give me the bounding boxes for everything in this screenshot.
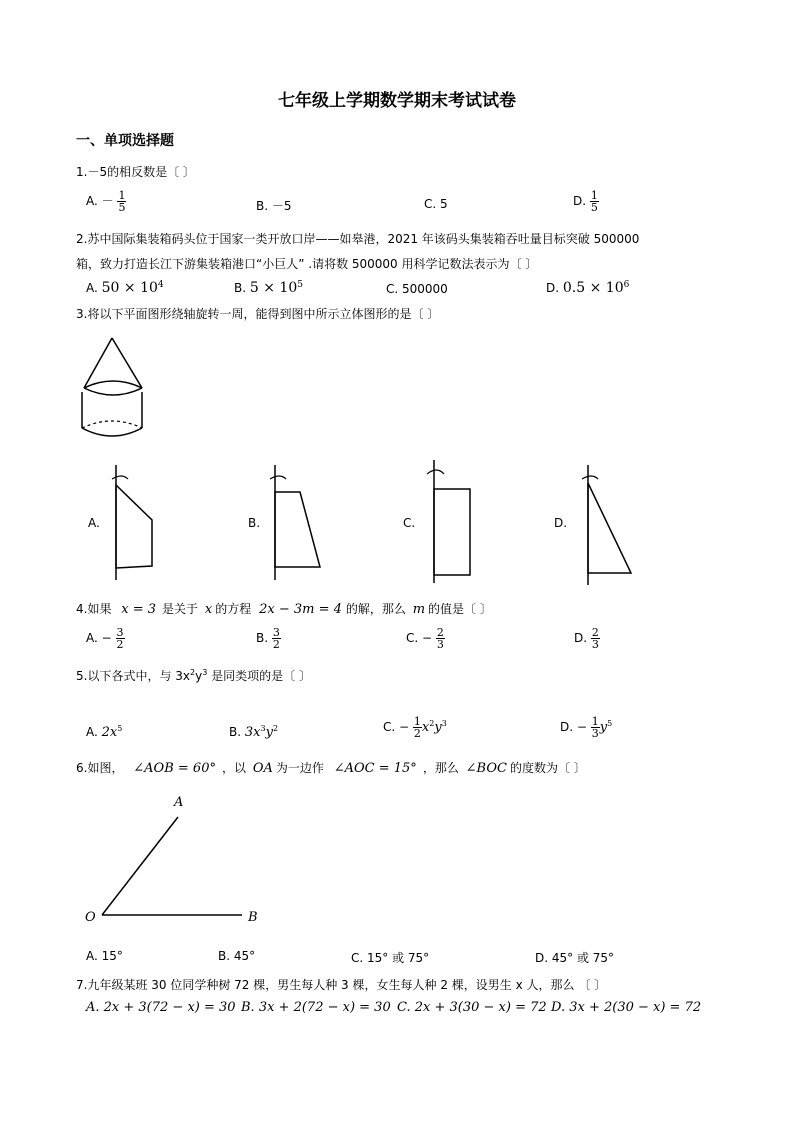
exponent: 3 xyxy=(441,719,447,728)
base: 0.5 × 10 xyxy=(562,280,624,296)
q3-option-b-figure[interactable] xyxy=(268,463,328,583)
base: 2x xyxy=(101,725,118,740)
numerator: 1 xyxy=(413,715,421,728)
cylinder-base-front xyxy=(82,428,142,436)
denominator: 2 xyxy=(272,638,280,651)
denominator: 3 xyxy=(591,638,599,651)
stem-text: ，以 xyxy=(221,761,246,775)
point-a-label: A xyxy=(174,795,184,810)
q3-option-a-label[interactable]: A. xyxy=(88,516,100,530)
denominator: 5 xyxy=(590,201,598,214)
stem-text: 为一边作 xyxy=(275,761,324,775)
fraction xyxy=(117,190,126,213)
cone-cylinder-figure xyxy=(78,336,148,438)
option-label: B. xyxy=(256,631,269,645)
denominator: 3 xyxy=(436,638,444,651)
stem-text: 4.如果 xyxy=(76,602,112,616)
math-angle: ∠AOC = 15° xyxy=(333,761,417,776)
question-3-stem: 3.将以下平面图形绕轴旋转一周，能得到图中所示立体图形的是〔 〕 xyxy=(76,307,440,321)
stem-text: 的度数为〔 〕 xyxy=(509,761,586,775)
q5-option-a[interactable] xyxy=(86,724,122,740)
q3-option-d-figure[interactable] xyxy=(578,463,638,588)
math-segment: OA xyxy=(252,761,273,776)
math-variable: m xyxy=(412,602,426,617)
exponent: 3 xyxy=(260,724,266,733)
plane-shape xyxy=(434,489,470,575)
option-label: A. xyxy=(86,194,98,208)
sign: − xyxy=(422,631,433,645)
q3-option-c-figure[interactable] xyxy=(424,458,484,586)
fraction xyxy=(272,627,281,650)
option-label: B. xyxy=(229,725,242,739)
page-title: 七年级上学期数学期末考试试卷 xyxy=(278,91,516,111)
stem-text: 6.如图， xyxy=(76,761,124,775)
question-5-stem xyxy=(76,667,311,684)
question-4-stem xyxy=(76,600,492,617)
section-heading: 一、单项选择题 xyxy=(76,133,174,149)
rotation-arrow-icon xyxy=(112,476,128,479)
stem-text: y xyxy=(195,669,203,683)
denominator: 2 xyxy=(116,638,124,651)
q6-option-c[interactable]: C. 15° 或 75° xyxy=(351,951,430,965)
stem-text: 是关于 xyxy=(162,602,199,616)
q7-option-d[interactable]: D. 3x + 2(30 − x) = 72 xyxy=(551,1000,702,1015)
stem-text: 的方程 xyxy=(215,602,252,616)
stem-text: 是同类项的是〔 〕 xyxy=(207,669,311,683)
q5-option-c[interactable] xyxy=(383,716,447,739)
rotation-arrow-icon xyxy=(582,476,598,479)
math-angle: ∠AOB = 60° xyxy=(133,761,216,776)
numerator: 1 xyxy=(118,189,126,202)
q4-option-c[interactable] xyxy=(406,627,445,650)
ray-oa xyxy=(102,817,178,915)
q7-option-c[interactable]: C. 2x + 3(30 − x) = 72 xyxy=(397,1000,547,1015)
option-label: B. xyxy=(234,281,247,295)
fraction xyxy=(591,627,600,650)
cone-base-back xyxy=(84,381,142,388)
q1-option-c[interactable]: C. 5 xyxy=(424,197,448,211)
exponent: 2 xyxy=(429,719,435,728)
fraction xyxy=(413,716,422,739)
sign: − xyxy=(576,720,587,734)
cone-base-front xyxy=(84,388,142,395)
base: 50 × 10 xyxy=(101,280,158,296)
q4-option-b[interactable] xyxy=(256,627,281,650)
base: y xyxy=(434,720,442,735)
exponent: 2 xyxy=(272,724,279,733)
denominator: 5 xyxy=(118,201,126,214)
sign: − xyxy=(101,631,112,645)
option-label: D. xyxy=(546,281,560,295)
exponent: 2 xyxy=(190,668,196,677)
fraction xyxy=(591,716,600,739)
math-variable: x xyxy=(204,602,213,617)
q5-option-d[interactable] xyxy=(560,716,612,739)
denominator: 2 xyxy=(413,727,421,740)
option-label: D. xyxy=(574,631,588,645)
q3-option-d-label[interactable]: D. xyxy=(554,516,568,530)
q2-option-a[interactable] xyxy=(86,280,164,296)
question-1-stem: 1.－5的相反数是〔 〕 xyxy=(76,165,195,179)
math-angle: ∠BOC xyxy=(465,761,507,776)
option-label: A. xyxy=(86,281,98,295)
stem-text: 的解，那么 xyxy=(345,602,406,616)
numerator: 2 xyxy=(591,626,599,639)
q1-option-d[interactable] xyxy=(573,190,599,213)
question-2-line-2: 箱，致力打造长江下游集装箱港口“小巨人” .请将数 500000 用科学记数法表示为〔 〕 xyxy=(76,257,538,271)
numerator: 1 xyxy=(591,715,599,728)
question-2-line-1: 2.苏中国际集装箱码头位于国家一类开放口岸——如皋港，2021 年该码头集装箱吞吐量目标突破 500000 xyxy=(76,232,640,246)
option-label: D. xyxy=(573,194,587,208)
rotation-arrow-icon xyxy=(270,476,286,479)
denominator: 3 xyxy=(591,727,599,740)
q7-option-a[interactable]: A. 2x + 3(72 − x) = 30 xyxy=(86,1000,236,1015)
point-o-label: O xyxy=(85,910,96,925)
sign: － xyxy=(101,194,114,208)
fraction xyxy=(116,627,125,650)
exponent: 6 xyxy=(623,280,630,290)
fraction xyxy=(436,627,445,650)
exponent: 3 xyxy=(202,668,208,677)
point-b-label: B xyxy=(248,910,258,925)
q1-option-b[interactable]: B. －5 xyxy=(256,199,292,213)
numerator: 3 xyxy=(272,626,280,639)
cylinder-base-back-dashed xyxy=(82,421,142,428)
plane-shape xyxy=(275,492,320,567)
base: 5 × 10 xyxy=(249,280,298,296)
base: 3x xyxy=(244,725,261,740)
q3-option-a-figure[interactable] xyxy=(108,463,168,583)
numerator: 1 xyxy=(590,189,598,202)
plane-shape xyxy=(588,483,631,573)
q3-option-c-label[interactable]: C. xyxy=(403,516,416,530)
base: y xyxy=(599,720,608,735)
q1-option-a[interactable] xyxy=(86,190,126,213)
exponent: 5 xyxy=(607,719,613,728)
numerator: 2 xyxy=(436,626,444,639)
question-6-stem xyxy=(76,759,586,776)
stem-text: 的值是〔 〕 xyxy=(428,602,492,616)
sign: − xyxy=(399,720,410,734)
fraction xyxy=(590,190,599,213)
exponent: 4 xyxy=(157,280,164,290)
q6-option-b[interactable]: B. 45° xyxy=(218,949,256,963)
math-condition: x = 3 xyxy=(121,602,157,617)
q5-option-b[interactable] xyxy=(229,724,278,740)
q4-option-a[interactable] xyxy=(86,627,125,650)
rotation-arrow-icon xyxy=(427,470,444,474)
q7-option-b[interactable]: B. 3x + 2(72 − x) = 30 xyxy=(241,1000,391,1015)
math-equation: 2x − 3m = 4 xyxy=(259,602,342,617)
q2-option-d[interactable] xyxy=(546,280,629,296)
option-label: D. xyxy=(560,720,574,734)
q4-option-d[interactable] xyxy=(574,627,600,650)
q3-option-b-label[interactable]: B. xyxy=(248,516,261,530)
q6-option-d[interactable]: D. 45° 或 75° xyxy=(535,951,615,965)
exponent: 5 xyxy=(117,724,123,733)
q6-option-a[interactable]: A. 15° xyxy=(86,949,123,963)
plane-shape xyxy=(116,485,152,568)
option-label: A. xyxy=(86,725,98,739)
stem-text: ，那么 xyxy=(422,761,459,775)
q2-option-c[interactable]: C. 500000 xyxy=(386,282,448,296)
option-label: C. xyxy=(406,631,419,645)
question-7-stem: 7.九年级某班 30 位同学种树 72 棵，男生每人种 3 棵，女生每人种 2 棵，设男生 x 人，那么 〔 〕 xyxy=(76,978,607,992)
option-label: C. xyxy=(383,720,396,734)
exponent: 5 xyxy=(297,280,303,290)
base: x xyxy=(421,720,430,735)
base: y xyxy=(265,725,273,740)
q2-option-b[interactable] xyxy=(234,280,303,296)
option-label: A. xyxy=(86,631,98,645)
stem-text: 5.以下各式中，与 3x xyxy=(76,669,191,683)
numerator: 3 xyxy=(116,626,124,639)
